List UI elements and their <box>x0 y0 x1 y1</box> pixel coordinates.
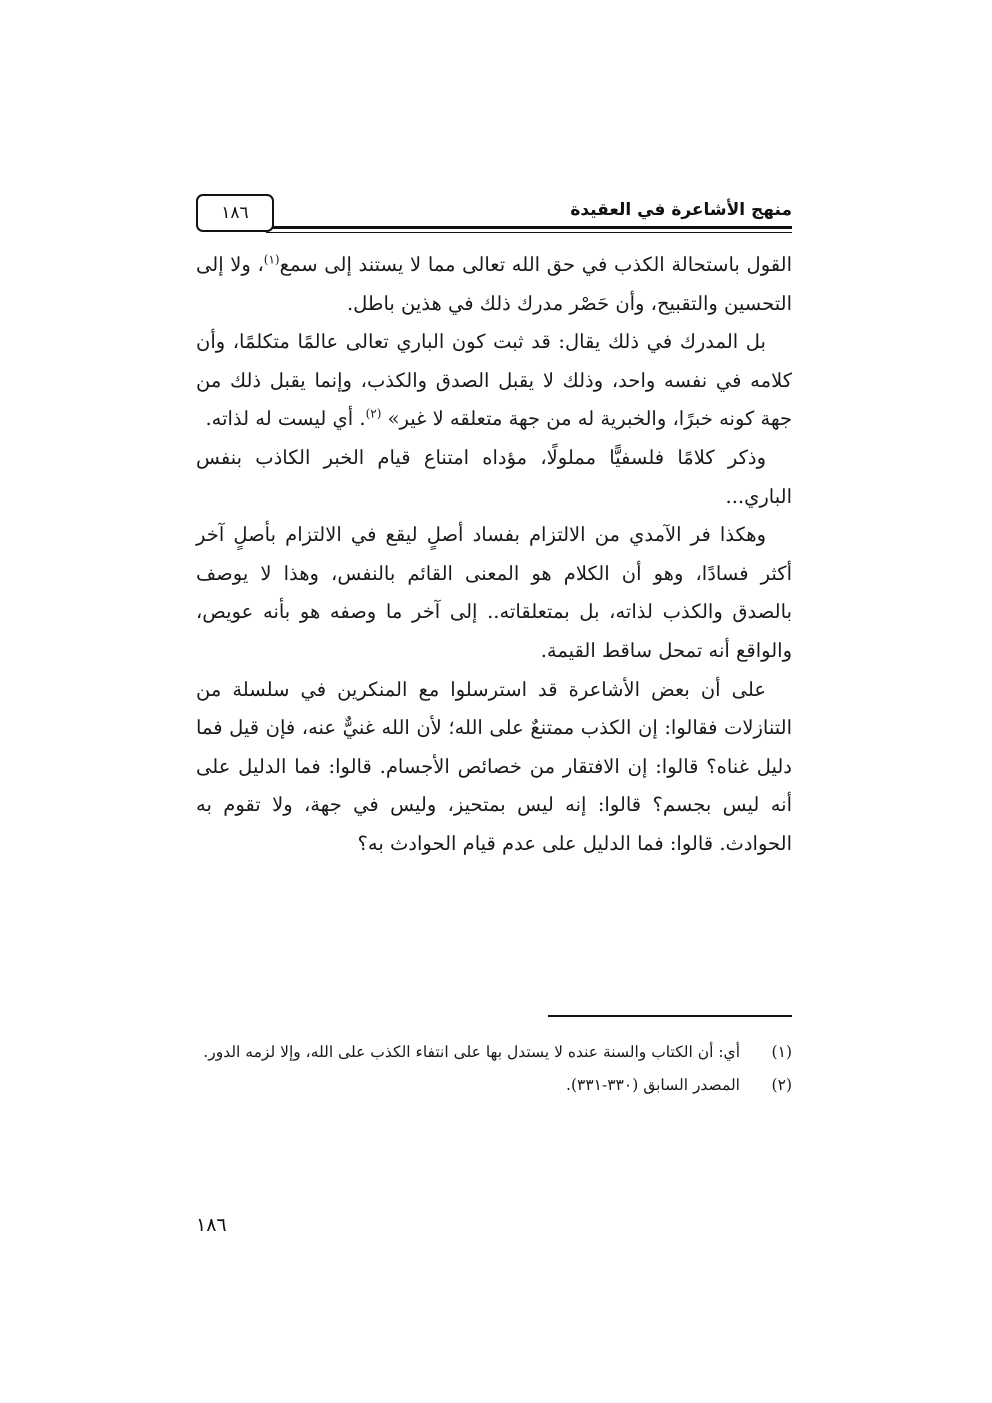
paragraph-2-text-b: . أي ليست له لذاته. <box>205 407 366 431</box>
header-rule-thin <box>266 232 792 233</box>
paragraph-1-text-b: ، ولا إلى التحسين والتقبيح، وأن حَصْر مدرك ذلك في هذين باطل. <box>196 253 792 315</box>
book-title: منهج الأشاعرة في العقيدة <box>570 200 792 220</box>
paragraph-1-text-a: القول باستحالة الكذب في حق الله تعالى مما لا يستند إلى سمع <box>279 253 792 276</box>
footnote-number: (١) <box>771 1043 792 1061</box>
paragraph-5: على أن بعض الأشاعرة قد استرسلوا مع المنكرين في سلسلة من التنازلات فقالوا: إن الكذب ممتنعٌ على الله؛ لأن الله غنيٌّ عنه، فإن قيل فما دليل غناه؟ قالوا: إن الافتقار من خصائص الأجسام. قالوا: فما الدليل على أنه ليس بجسم؟ قالوا: إنه ليس بمتحيز، وليس في جهة، ولا تقوم به الحوادث. قالوا: فما الدليل على عدم قيام الحوادث به؟ <box>196 677 792 855</box>
header-page-number: ١٨٦ <box>196 194 274 232</box>
footnote-2 <box>196 1069 792 1102</box>
footnote-number: (٢) <box>771 1076 792 1094</box>
footnotes <box>196 1036 792 1102</box>
footnote-text: المصدر السابق (٣٣٠-٣٣١). <box>566 1076 740 1094</box>
header-rule-thick <box>266 226 792 229</box>
paragraph-4: وهكذا فر الآمدي من الالتزام بفساد أصلٍ ليقع في الالتزام بأصلٍ آخر أكثر فسادًا، وهو أن الكلام هو المعنى القائم بالنفس، وهذا لا يوصف بالصدق والكذب لذاته، بل بمتعلقاته.. إلى آخر ما وصفه هو بأنه عويص، والواقع أنه تمحل ساقط القيمة. <box>196 523 792 662</box>
footer-page-number: ١٨٦ <box>196 1214 227 1236</box>
footnote-1 <box>196 1036 792 1069</box>
paragraph-2 <box>196 323 792 439</box>
paragraph-1 <box>196 246 792 323</box>
paragraph-2-text-a: بل المدرك في ذلك يقال: قد ثبت كون الباري تعالى عالمًا متكلمًا، وأن كلامه في نفسه واحد، وذلك لا يقبل الصدق والكذب، وإنما يقبل ذلك من جهة كونه خبرًا، والخبرية له من جهة متعلقه لا غير» <box>196 330 792 431</box>
footnote-ref-2[interactable]: (٢) <box>365 406 382 421</box>
body-text <box>196 246 792 864</box>
footnote-ref-1[interactable]: (١) <box>263 252 280 267</box>
running-header <box>196 192 792 240</box>
footnote-separator <box>548 1015 792 1017</box>
paragraph-3: وذكر كلامًا فلسفيًّا مملولًا، مؤداه امتناع قيام الخبر الكاذب بنفس الباري... <box>196 445 792 508</box>
footnote-text: أي: أن الكتاب والسنة عنده لا يستدل بها على انتفاء الكذب على الله، وإلا لزمه الدور. <box>203 1043 740 1061</box>
